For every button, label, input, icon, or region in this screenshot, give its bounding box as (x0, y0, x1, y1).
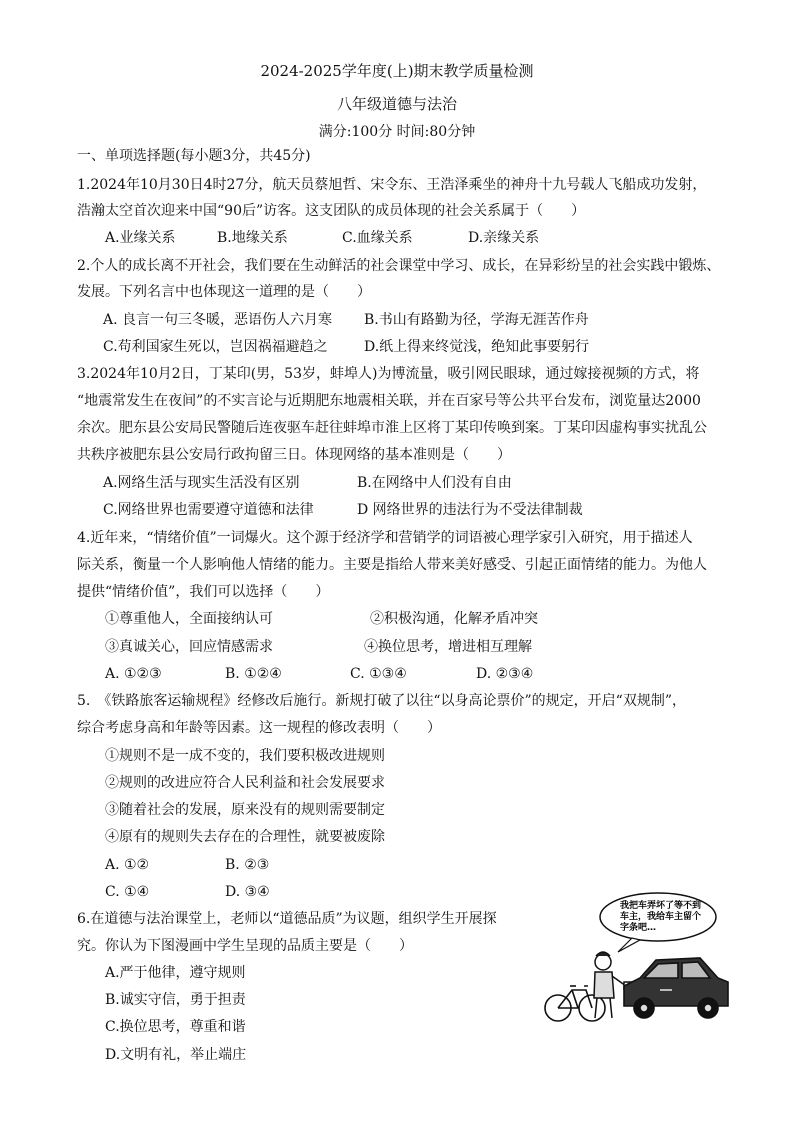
section-heading: 一、单项选择题(每小题3分，共45分) (77, 148, 311, 164)
q4-option-a: A. ①②③ (105, 666, 162, 682)
q4-option-b: B. ①②④ (225, 666, 282, 682)
q1-option-c: C.血缘关系 (342, 230, 413, 246)
q3-option-d: D 网络世界的违法行为不受法律制裁 (357, 502, 583, 518)
q2-line2: 发展。下列名言中也体现这一道理的是（ ） (77, 284, 371, 300)
q6-option-b: B.诚实守信，勇于担责 (105, 992, 246, 1008)
q4-line3: 提供“情绪价值”，我们可以选择（ ） (77, 584, 330, 600)
q5-option-a: A. ①② (105, 857, 150, 873)
bubble-tail (618, 938, 640, 952)
q1-option-d: D.亲缘关系 (468, 230, 540, 246)
q6-option-c: C.换位思考，尊重和谐 (105, 1019, 246, 1035)
q1-option-b: B.地缘关系 (217, 230, 288, 246)
q1-option-a: A.业缘关系 (105, 230, 176, 246)
q4-item-1: ①尊重他人，全面接纳认可 (105, 611, 273, 627)
q2-option-b: B.书山有路勤为径，学海无涯苦作舟 (364, 312, 589, 328)
q5-option-b: B. ②③ (225, 857, 270, 873)
q4-line2: 际关系，衡量一个人影响他人情绪的能力。主要是指给人带来美好感受、引起正面情绪的能力。为他人 (77, 557, 707, 573)
q2-option-c: C.苟利国家生死以，岂因祸福避趋之 (103, 339, 328, 355)
bubble-line-3: 字条吧… (620, 923, 657, 933)
q5-option-d: D. ③④ (225, 884, 270, 900)
q4-item-4: ④换位思考，增进相互理解 (364, 639, 532, 655)
q4-option-c: C. ①③④ (350, 666, 407, 682)
q4-item-2: ②积极沟通，化解矛盾冲突 (370, 611, 538, 627)
q4-line1: 4.近年来，“情绪价值”一词爆火。这个源于经济学和营销学的词语被心理学家引入研究，用于描述人 (77, 530, 693, 546)
q4-option-d: D. ②③④ (476, 666, 534, 682)
exam-subject: 八年级道德与法治 (336, 95, 457, 113)
q5-line1: 5. 《铁路旅客运输规程》经修改后施行。新规打破了以往“以身高论票价”的规定，开启“双规制”， (77, 693, 686, 709)
q1-line1: 1.2024年10月30日4时27分，航天员蔡旭哲、宋令东、王浩泽乘坐的神舟十九号载人飞船成功发射， (77, 177, 707, 193)
q5-item-2: ②规则的改进应符合人民利益和社会发展要求 (105, 775, 385, 791)
q3-option-a: A.网络生活与现实生活没有区别 (103, 475, 300, 491)
q2-option-d: D.纸上得来终觉浅，绝知此事要躬行 (364, 339, 590, 355)
q6-line2: 究。你认为下图漫画中学生呈现的品质主要是（ ） (77, 938, 413, 954)
cartoon-illustration (540, 890, 730, 1025)
q5-item-3: ③随着社会的发展，原来没有的规则需要制定 (105, 802, 385, 818)
score-time: 满分:100分 时间:80分钟 (318, 124, 476, 140)
q5-line2: 综合考虑身高和年龄等因素。这一规程的修改表明（ ） (77, 720, 441, 736)
q5-item-1: ①规则不是一成不变的，我们要积极改进规则 (105, 748, 385, 764)
q3-line2: “地震常发生在夜间”的不实言论与近期肥东地震相关联，并在百家号等公共平台发布，浏览量达2000 (77, 393, 701, 409)
bubble-line-2: 车主，我给车主留个 (620, 912, 702, 922)
q2-line1: 2.个人的成长离不开社会，我们要在生动鲜活的社会课堂中学习、成长，在异彩纷呈的社会实践中锻炼、 (77, 258, 721, 274)
q2-option-a: A. 良言一句三冬暖，恶语伤人六月寒 (103, 312, 333, 328)
q3-option-c: C.网络世界也需要遵守道德和法律 (103, 502, 314, 518)
q5-option-c: C. ①④ (105, 884, 150, 900)
q4-item-3: ③真诚关心，回应情感需求 (105, 639, 273, 655)
exam-title: 2024-2025学年度(上)期末教学质量检测 (260, 62, 534, 80)
q3-option-b: B.在网络中人们没有自由 (357, 475, 512, 491)
q6-option-a: A.严于他律，遵守规则 (105, 965, 246, 981)
q5-item-4: ④原有的规则失去存在的合理性，就要被废除 (105, 829, 385, 845)
car-icon (624, 958, 728, 1018)
q6-option-d: D.文明有礼，举止端庄 (105, 1047, 247, 1063)
q3-line4: 共秩序被肥东县公安局行政拘留三日。体现网络的基本准则是（ ） (77, 447, 511, 463)
q6-line1: 6.在道德与法治课堂上，老师以“道德品质”为议题，组织学生开展探 (77, 911, 497, 927)
q3-line3: 余次。肥东县公安局民警随后连夜驱车赶往蚌埠市淮上区将丁某印传唤到案。丁某印因虚构事实扰乱公 (77, 420, 707, 436)
bubble-line-1: 我把车弄坏了等不到 (620, 901, 702, 911)
q1-line2: 浩瀚太空首次迎来中国“90后”访客。这支团队的成员体现的社会关系属于（ ） (77, 203, 586, 219)
q3-line1: 3.2024年10月2日，丁某印(男，53岁，蚌埠人)为博流量，吸引网民眼球，通过嫁接视频的方式，将 (77, 366, 700, 382)
